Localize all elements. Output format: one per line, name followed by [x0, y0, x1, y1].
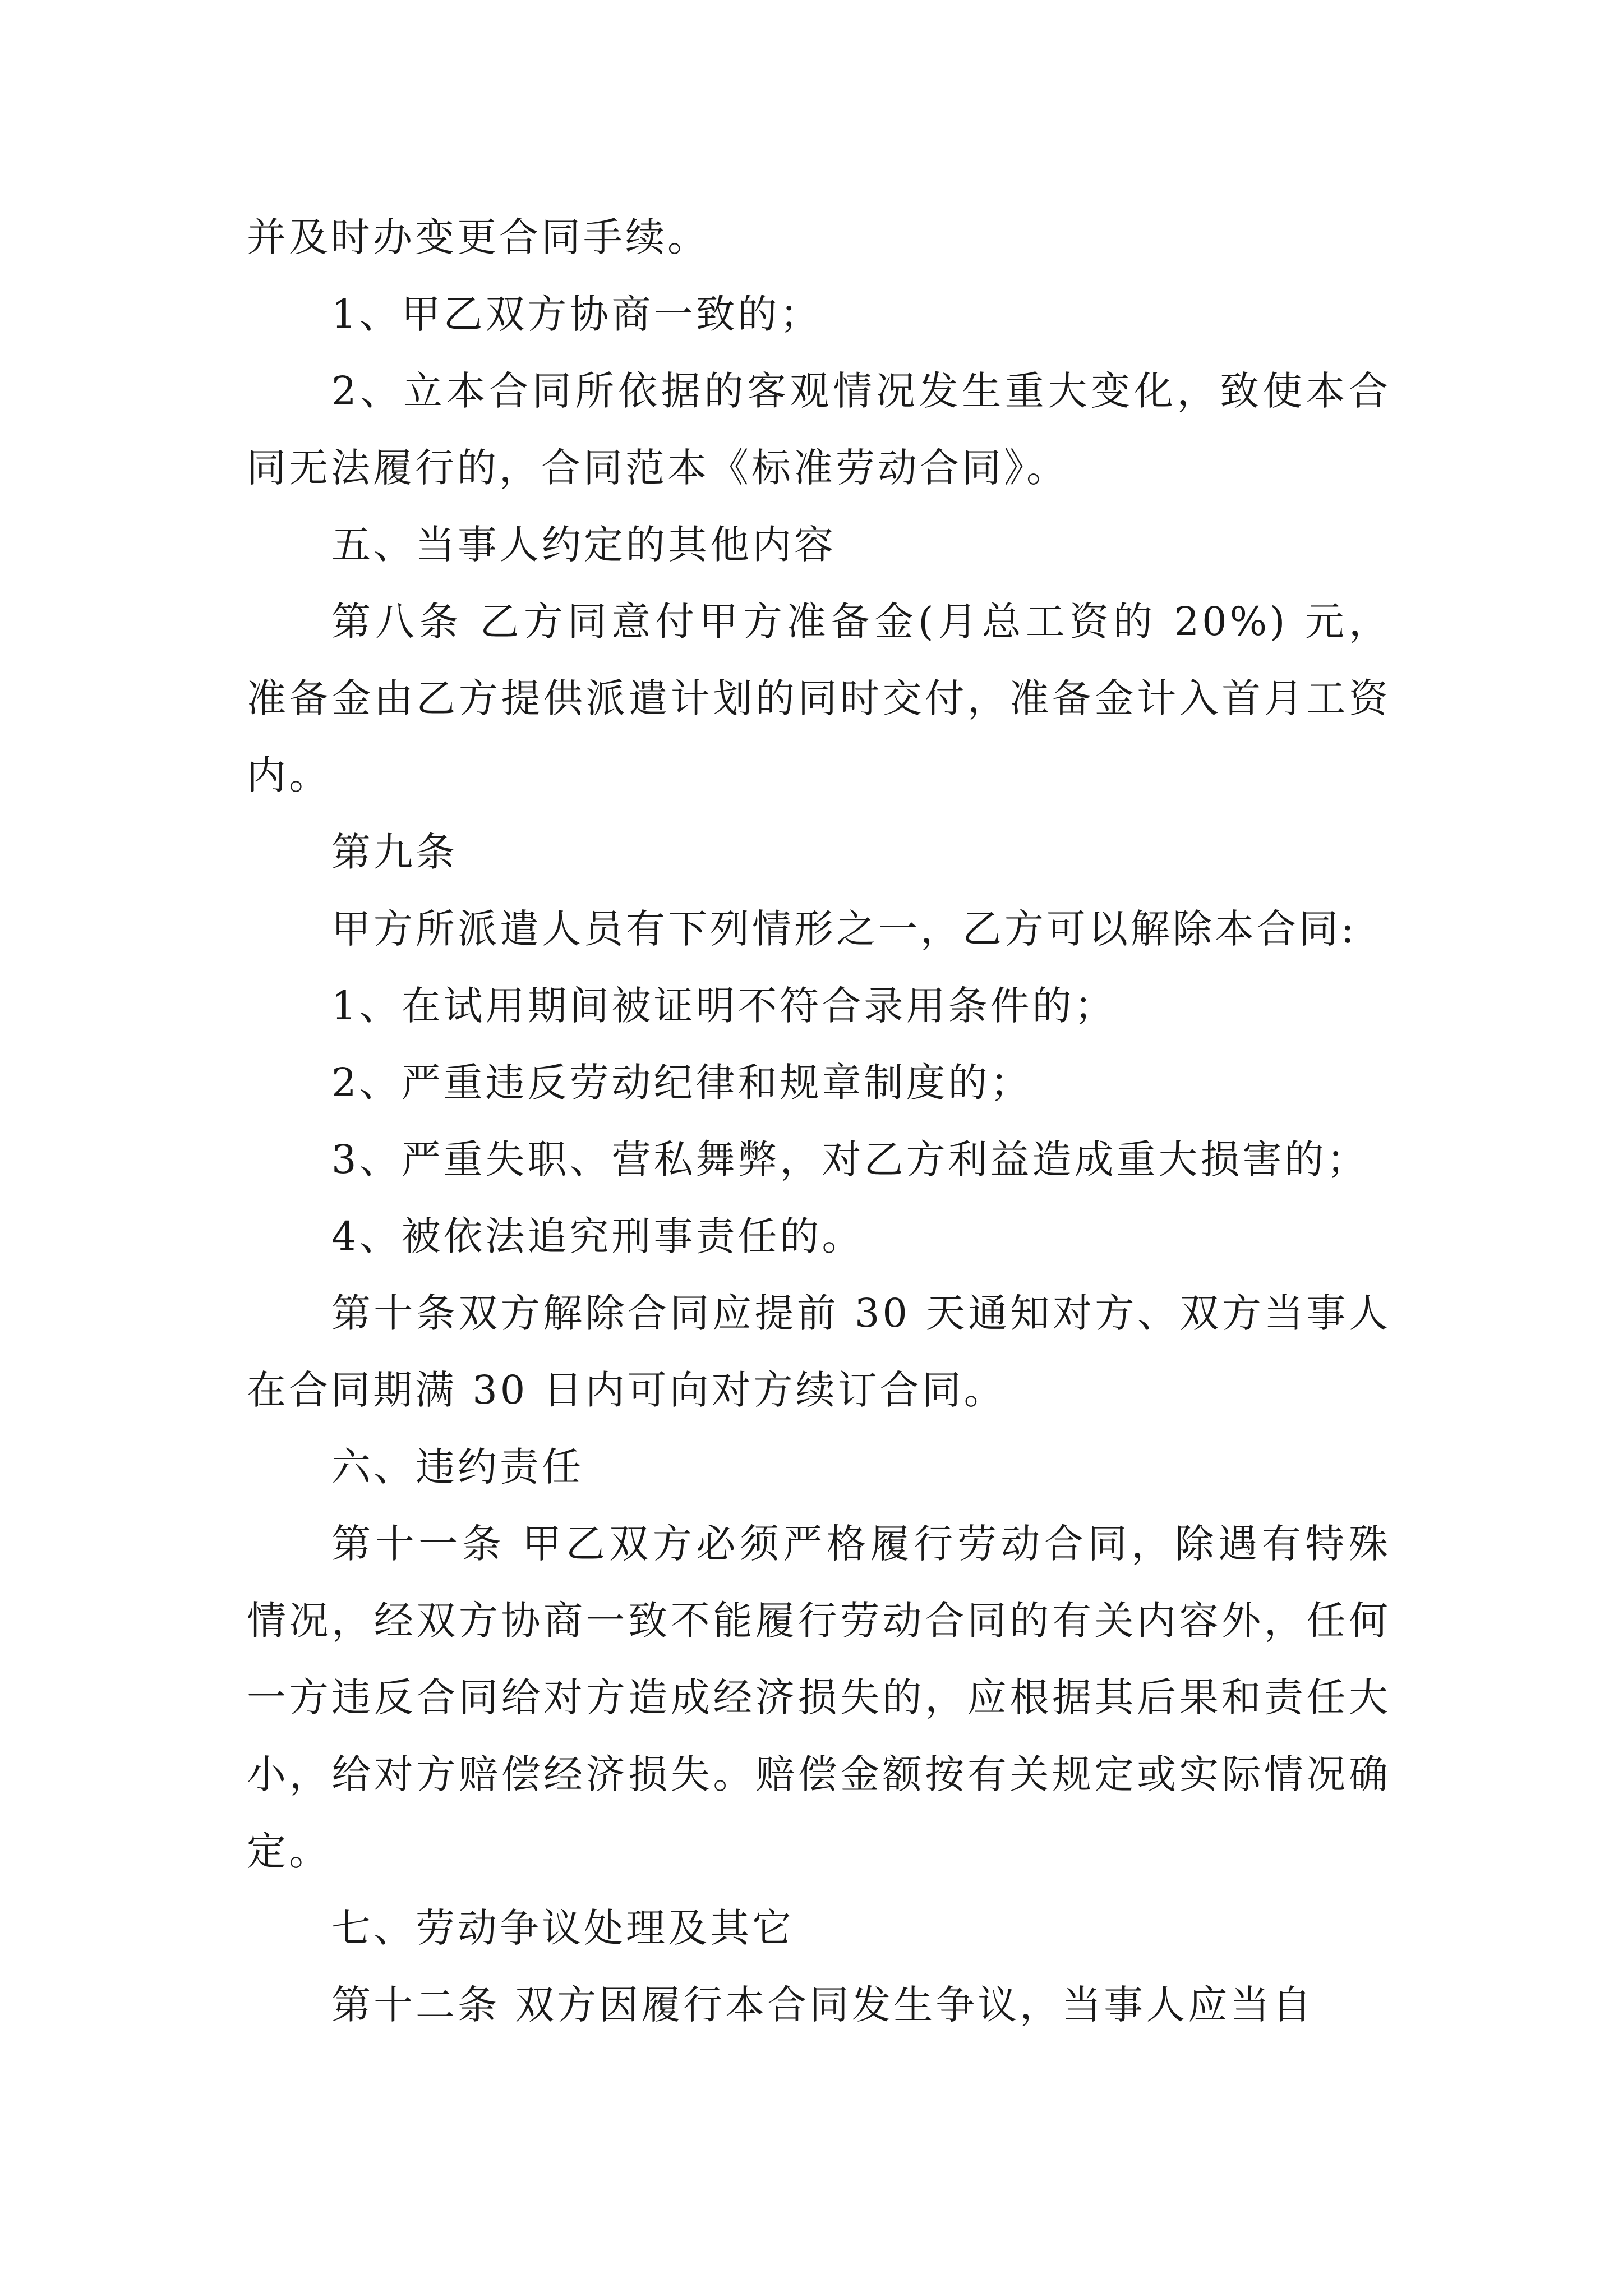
clause-item-2: 2、立本合同所依据的客观情况发生重大变化，致使本合同无法履行的，合同范本《标准劳动合同》。 [247, 368, 1391, 491]
article-12: 第十二条 双方因履行本合同发生争议，当事人应当自 [331, 1982, 1315, 2028]
article-9-item-3: 3、严重失职、营私舞弊，对乙方利益造成重大损害的； [331, 1137, 1369, 1182]
paragraph-continuation: 并及时办变更合同手续。 [247, 214, 709, 260]
article-9-item-4: 4、被依法追究刑事责任的。 [331, 1213, 864, 1259]
article-10: 第十条双方解除合同应提前 30 天通知对方、双方当事人在合同期满 30 日内可向对方续订合同。 [247, 1290, 1391, 1413]
section-heading-6: 六、违约责任 [331, 1444, 584, 1490]
clause-item-1: 1、甲乙双方协商一致的； [331, 291, 822, 337]
article-9-item-2: 2、严重违反劳动纪律和规章制度的； [331, 1060, 1032, 1106]
article-8: 第八条 乙方同意付甲方准备金(月总工资的 20%) 元，准备金由乙方提供派遣计划的同时交付，准备金计入首月工资内。 [247, 599, 1391, 798]
section-heading-5: 五、当事人约定的其他内容 [331, 522, 836, 568]
article-9-item-1: 1、在试用期间被证明不符合录用条件的； [331, 983, 1117, 1029]
article-9-heading: 第九条 [331, 829, 458, 875]
article-9-intro: 甲方所派遣人员有下列情形之一，乙方可以解除本合同: [331, 906, 1357, 952]
document-body [247, 199, 1391, 2044]
section-heading-7: 七、劳动争议处理及其它 [331, 1905, 794, 1951]
article-11: 第十一条 甲乙双方必须严格履行劳动合同，除遇有特殊情况，经双方协商一致不能履行劳动合同的有关内容外，任何一方违反合同给对方造成经济损失的，应根据其后果和责任大小，给对方赔偿经济损失。赔偿金额按有关规定或实际情况确定。 [247, 1521, 1391, 1874]
